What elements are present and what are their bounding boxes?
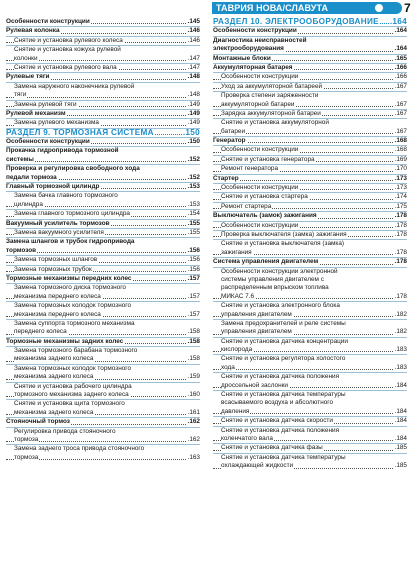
toc-entry-text: Проверка выключателя (замка) зажигания [221, 230, 347, 238]
toc-line [213, 426, 407, 435]
toc-entry-text: Снятие и установка датчика температуры [221, 391, 346, 399]
toc-page-number: .174 [394, 193, 407, 201]
toc-page-number: .167 [394, 127, 407, 135]
toc-line [6, 454, 200, 462]
toc-line [6, 45, 200, 54]
toc-entry-text: Снятие и установка рулевого вала [14, 63, 117, 71]
toc-entry-text: дроссельной заслонки [221, 381, 288, 389]
toc-line [6, 409, 200, 417]
toc-page-number: .164 [389, 18, 407, 26]
toc-entry-text: Тормозные механизмы задних колес [6, 337, 124, 345]
toc-entry-text: Особенности конструкции [221, 73, 299, 81]
toc-entry-text: механизма заднего колеса [14, 373, 94, 381]
toc-entry-text: Диагностика неисправностей [213, 36, 307, 44]
toc-line [213, 174, 407, 183]
toc-line [213, 54, 407, 63]
toc-page-number: .150 [182, 127, 200, 137]
toc-page-number: .158 [187, 355, 200, 363]
toc-entry-text: Особенности конструкции [221, 146, 299, 154]
toc-entry-text: Стартер [213, 174, 239, 182]
toc-entry-text: Снятие и установка стартера [221, 193, 308, 201]
toc-line [6, 373, 200, 381]
page-header [0, 0, 420, 16]
toc-line [213, 109, 407, 118]
toc-line [6, 417, 200, 426]
toc-entry-text: Особенности конструкции [6, 138, 90, 146]
toc-line [6, 364, 200, 373]
toc-page-number: .185 [394, 462, 407, 470]
toc-page-number: .149 [187, 100, 200, 108]
toc-entry-text: коленчатого вала [221, 434, 273, 442]
toc-page-number: .182 [394, 328, 407, 336]
toc-entry-text: Снятие и установка электронного блока [221, 302, 340, 310]
toc-page-number: .156 [187, 246, 200, 254]
toc-line [6, 391, 200, 399]
toc-page-number: .164 [394, 45, 407, 53]
toc-entry-text: Выключатель (замок) зажигания [213, 212, 317, 220]
toc-entry-text: Замена тормозного диска тормозного [14, 284, 126, 292]
toc-entry-text: Вакуумный усилитель тормозов [6, 219, 110, 227]
toc-entry-text: распределенным впрыском топлива [221, 284, 329, 292]
toc-page-number: .184 [394, 407, 407, 415]
toc-entry-text: педали тормоза [6, 173, 57, 181]
toc-line [213, 72, 407, 81]
toc-line [213, 416, 407, 425]
toc-entry-text: Снятие и установка кожуха рулевой [14, 46, 121, 54]
toc-column-right [213, 18, 407, 471]
toc-line [6, 164, 200, 173]
toc-page-number: .163 [187, 453, 200, 461]
toc-line [6, 209, 200, 218]
toc-entry-text: всасываемого воздуха и абсолютного [221, 399, 334, 407]
toc-page-number: .167 [394, 82, 407, 90]
toc-entry-text: Рулевой механизм [6, 109, 66, 117]
toc-page-number: .178 [394, 292, 407, 300]
toc-entry-text: Рулевая колонка [6, 27, 60, 35]
toc-line [213, 257, 407, 266]
toc-leader-dots [6, 97, 200, 98]
toc-entry-text: механизма заднего колеса [14, 408, 94, 416]
toc-page-number: .178 [394, 221, 407, 229]
toc-line [213, 63, 407, 72]
toc-entry-text: Замена тормозных шлангов [14, 256, 98, 264]
toc-line [213, 36, 407, 45]
toc-entry-text: Замена рулевой тяги [14, 100, 77, 108]
toc-entry-text: Проверка степени заряженности [221, 92, 319, 100]
toc-entry-text: Замена вакуумного усилителя [14, 228, 104, 236]
toc-line [213, 230, 407, 239]
toc-line [213, 267, 407, 276]
toc-entry-text: Замена тормозных колодок тормозного [14, 364, 132, 372]
toc-leader-dots [213, 369, 407, 370]
toc-page-number: .146 [187, 36, 200, 44]
toc-entry-text: управления двигателем [221, 310, 292, 318]
toc-entry-text: Особенности конструкции электронной [221, 267, 338, 275]
toc-entry-text: Монтажные блоки [213, 54, 271, 62]
toc-page-number: .184 [394, 434, 407, 442]
page-number: 7 [404, 1, 411, 15]
toc-page-number: .146 [187, 27, 200, 35]
toc-entry-text: Аккумуляторная батарея [213, 63, 293, 71]
toc-page-number: .160 [187, 391, 200, 399]
toc-line [6, 91, 200, 99]
toc-line [6, 26, 200, 35]
toc-line [213, 328, 407, 336]
toc-line [6, 436, 200, 444]
toc-entry-text: Зарядка аккумуляторной батареи [221, 109, 321, 117]
toc-line [213, 354, 407, 363]
toc-page-number: .157 [187, 274, 200, 282]
toc-page-number: .178 [394, 212, 407, 220]
toc-entry-text: Замена наружного наконечника рулевой [14, 82, 135, 90]
toc-page-number: .155 [187, 228, 200, 236]
toc-entry-text: аккумуляторной батареи [221, 100, 295, 108]
header-dot-icon [375, 4, 383, 12]
toc-line [6, 427, 200, 436]
toc-line [213, 408, 407, 416]
toc-entry-text: Замена заднего троса привода стояночного [14, 445, 145, 453]
toc-line [213, 164, 407, 173]
toc-entry-text: Снятие и установка генератора [221, 155, 315, 163]
toc-line [6, 182, 200, 191]
toc-entry-text: Снятие и установка регулятора холостого [221, 355, 346, 363]
toc-entry-text: Регулировка привода стояночного [14, 427, 116, 435]
toc-page-number: .158 [187, 328, 200, 336]
toc-page-number: .166 [394, 73, 407, 81]
toc-line [213, 82, 407, 91]
toc-section-heading [213, 18, 407, 26]
toc-line [6, 319, 200, 328]
toc-page-number: .153 [187, 200, 200, 208]
toc-line [6, 382, 200, 391]
toc-page-number: .170 [394, 165, 407, 173]
toc-section-heading [6, 128, 200, 137]
toc-line [213, 346, 407, 354]
toc-line [213, 293, 407, 301]
toc-line [213, 301, 407, 310]
toc-entry-text: тормоза [14, 435, 39, 443]
toc-line [6, 18, 200, 26]
toc-entry-text: Снятие и установка аккумуляторной [221, 119, 329, 127]
toc-entry-text: Рулевые тяги [6, 73, 50, 81]
toc-line [213, 372, 407, 381]
toc-line [6, 219, 200, 228]
toc-page-number: .153 [187, 183, 200, 191]
toc-page-number: .156 [187, 256, 200, 264]
toc-entry-text: зажигания [221, 248, 252, 256]
toc-entry-text: Замена суппорта тормозного механизма [14, 319, 135, 327]
toc-leader-dots [213, 180, 407, 181]
toc-page-number: .156 [187, 265, 200, 273]
toc-line [6, 118, 200, 127]
toc-entry-text: Замена рулевого механизма [14, 119, 99, 127]
toc-page-number: .173 [394, 184, 407, 192]
toc-page-number: .159 [187, 373, 200, 381]
toc-line [213, 183, 407, 192]
toc-entry-text: Проверка и регулировка свободного хода [6, 165, 140, 173]
toc-entry-text: Замена тормозных трубок [14, 265, 92, 273]
toc-entry-text: РАЗДЕЛ 10. ЭЛЕКТРООБОРУДОВАНИЕ [213, 18, 379, 26]
toc-line [6, 72, 200, 81]
toc-page-number: .148 [187, 73, 200, 81]
toc-entry-text: Снятие и установка датчика положения [221, 373, 340, 381]
toc-line [6, 265, 200, 274]
header-title: ТАВРИЯ НОВА/СЛАВУТА [216, 3, 329, 13]
toc-page-number: .152 [187, 155, 200, 163]
toc-page-number: .166 [394, 63, 407, 71]
toc-line [213, 192, 407, 201]
toc-page-number: .164 [394, 27, 407, 35]
toc-line [213, 239, 407, 248]
toc-entry-text: колонки [14, 54, 38, 62]
toc-line [213, 311, 407, 319]
toc-entry-text: Главный тормозной цилиндр [6, 183, 100, 191]
toc-entry-text: Снятие и установка датчика концентрации [221, 337, 348, 345]
toc-line [6, 274, 200, 283]
toc-line [213, 337, 407, 346]
toc-line [213, 211, 407, 220]
toc-entry-text: тормоза [14, 453, 39, 461]
toc-line [213, 118, 407, 127]
toc-entry-text: Тормозные механизмы передних колес [6, 274, 132, 282]
toc-page-number: .154 [187, 210, 200, 218]
toc-entry-text: Замена тормозного барабана тормозного [14, 347, 138, 355]
toc-entry-text: управления двигателем [221, 328, 292, 336]
toc-entry-text: цилиндра [14, 200, 43, 208]
toc-page-number: .168 [394, 146, 407, 154]
toc-page-number: .148 [187, 91, 200, 99]
toc-entry-text: Снятие и установка датчика температуры [221, 453, 346, 461]
toc-line [6, 156, 200, 164]
toc-entry-text: кислорода [221, 346, 253, 354]
toc-page-number: .150 [187, 138, 200, 146]
toc-entry-text: электрооборудования [213, 45, 284, 53]
toc-line [6, 337, 200, 346]
toc-page-number: .165 [394, 54, 407, 62]
toc-entry-text: тормозного механизма заднего колеса [14, 391, 129, 399]
toc-entry-text: тормозов [6, 246, 37, 254]
toc-page-number: .161 [187, 408, 200, 416]
toc-page-number: .147 [187, 63, 200, 71]
toc-line [6, 355, 200, 363]
toc-entry-text: Замена предохранителей и реле системы [221, 319, 346, 327]
toc-line [6, 328, 200, 336]
toc-entry-text: тяги [14, 91, 27, 99]
toc-line [6, 293, 200, 301]
toc-entry-text: давления [221, 407, 250, 415]
toc-line [6, 36, 200, 45]
toc-line [213, 91, 407, 100]
toc-page-number: .183 [394, 346, 407, 354]
toc-line [6, 283, 200, 292]
toc-page-number: .157 [187, 310, 200, 318]
toc-line [213, 435, 407, 443]
toc-entry-text: Ремонт генератора [221, 165, 279, 173]
toc-page-number: .182 [394, 310, 407, 318]
toc-line [6, 311, 200, 319]
toc-page-number: .184 [394, 381, 407, 389]
toc-line [213, 364, 407, 372]
toc-page-number: .157 [187, 292, 200, 300]
toc-line [6, 146, 200, 155]
toc-page-number: .178 [394, 258, 407, 266]
toc-page-number: .167 [394, 100, 407, 108]
toc-line [213, 319, 407, 328]
toc-line [213, 136, 407, 145]
toc-line [213, 145, 407, 154]
toc-entry-text: Замена шлангов и трубок гидропривода [6, 238, 135, 246]
toc-page-number: .167 [394, 109, 407, 117]
toc-page-number: .178 [394, 248, 407, 256]
toc-line [213, 382, 407, 390]
toc-line [6, 100, 200, 109]
toc-entry-text: Стояночный тормоз [6, 418, 70, 426]
toc-line [213, 128, 407, 136]
toc-entry-text: Генератор [213, 137, 246, 145]
toc-page-number: .149 [187, 119, 200, 127]
toc-entry-text: Снятие и установка датчика фазы [221, 444, 323, 452]
toc-page-number: .183 [394, 363, 407, 371]
toc-entry-text: хода [221, 363, 235, 371]
toc-entry-text: Снятие и установка рулевого колеса [14, 36, 123, 44]
toc-line [213, 155, 407, 164]
toc-line [6, 201, 200, 209]
toc-entry-text: МИКАС 7.6 [221, 292, 255, 300]
toc-entry-text: Снятие и установка датчика положения [221, 426, 340, 434]
toc-entry-text: батареи [221, 127, 246, 135]
toc-entry-text: Снятие и установка рабочего цилиндра [14, 382, 132, 390]
toc-line [213, 462, 407, 470]
toc-page-number: .168 [394, 137, 407, 145]
toc-line [6, 109, 200, 118]
toc-entry-text: механизма переднего колеса [14, 310, 101, 318]
toc-entry-text: системы [6, 155, 34, 163]
toc-entry-text: Система управления двигателем [213, 258, 319, 266]
toc-page-number: .158 [187, 337, 200, 345]
toc-line [6, 174, 200, 182]
toc-page-number: .169 [394, 155, 407, 163]
toc-page-number: .147 [187, 54, 200, 62]
toc-line [6, 55, 200, 63]
toc-line [213, 45, 407, 53]
toc-entry-text: Особенности конструкции [221, 221, 299, 229]
toc-line [6, 247, 200, 255]
toc-line [6, 399, 200, 408]
toc-entry-text: Снятие и установка выключателя (замка) [221, 240, 345, 248]
toc-line [213, 443, 407, 452]
toc-entry-text: Уход за аккумуляторной батареей [221, 82, 323, 90]
toc-line [213, 390, 407, 399]
toc-line [213, 202, 407, 211]
toc-line [6, 346, 200, 355]
toc-line [6, 228, 200, 237]
toc-entry-text: Особенности конструкции [6, 18, 90, 25]
toc-entry-text: охлаждающей жидкости [221, 462, 294, 470]
toc-line [6, 237, 200, 246]
toc-entry-text: РАЗДЕЛ 9. ТОРМОЗНАЯ СИСТЕМА [6, 127, 154, 137]
toc-page-number: .149 [187, 109, 200, 117]
toc-line [213, 399, 407, 407]
toc-leader-dots [6, 161, 200, 162]
toc-line [213, 284, 407, 292]
toc-line [213, 26, 407, 35]
toc-entry-text: Снятие и установка щита тормозного [14, 400, 125, 408]
toc-page-number: .185 [394, 444, 407, 452]
toc-page-number: .162 [187, 418, 200, 426]
toc-entry-text: Прокачка гидропривода тормозной [6, 147, 119, 155]
toc-entry-text: механизма переднего колеса [14, 292, 101, 300]
toc-entry-text: Снятие и установка датчика скорости [221, 417, 333, 425]
toc-line [6, 82, 200, 91]
toc-page-number: .178 [394, 230, 407, 238]
toc-page-number: .152 [187, 173, 200, 181]
toc-page-number: .155 [187, 219, 200, 227]
toc-line [213, 276, 407, 284]
toc-line [6, 444, 200, 453]
toc-line [6, 63, 200, 72]
toc-entry-text: Замена тормозных колодок тормозного [14, 302, 132, 310]
toc-line [213, 101, 407, 109]
toc-entry-text: Замена главного тормозного цилиндра [14, 210, 130, 218]
toc-entry-text: Замена бачка главного тормозного [14, 192, 118, 200]
toc-entry-text: системы управления двигателем с [221, 275, 324, 283]
toc-page-number: .184 [394, 417, 407, 425]
toc-line [213, 249, 407, 257]
toc-entry-text: переднего колеса [14, 328, 67, 336]
toc-line [6, 255, 200, 264]
toc-page-number: .162 [187, 435, 200, 443]
toc-line [6, 301, 200, 310]
toc-page-number: .145 [187, 18, 200, 25]
toc-page-number: .173 [394, 174, 407, 182]
toc-page-number: .175 [394, 202, 407, 210]
toc-line [213, 221, 407, 230]
toc-entry-text: Особенности конструкции [213, 27, 297, 35]
toc-entry-text: Особенности конструкции [221, 184, 299, 192]
toc-line [6, 137, 200, 146]
toc-entry-text: механизма заднего колеса [14, 355, 94, 363]
toc-line [6, 191, 200, 200]
toc-entry-text: Ремонт стартера [221, 202, 272, 210]
toc-column-left [6, 18, 200, 462]
toc-line [213, 453, 407, 462]
